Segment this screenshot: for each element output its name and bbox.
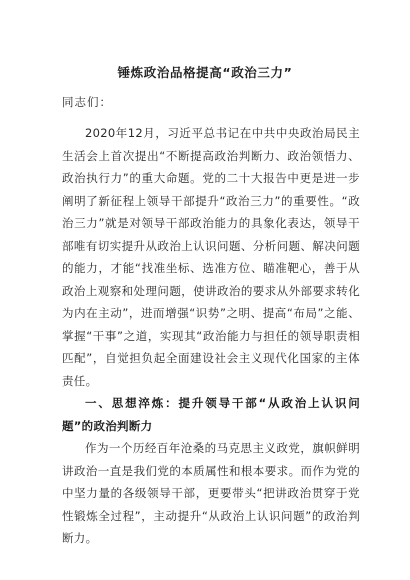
- paragraph-section-1: 作为一个历经百年沧桑的马克思主义政党，旗帜鲜明讲政治一直是我们党的本质属性和根本要求。而作为党的中坚力量的各级领导干部，更要带头“把讲政治贯穿于党性锻炼全过程”，主动提升“从政治上认识问题”的政治判断力。: [62, 441, 360, 545]
- document-body: [62, 122, 360, 550]
- section-heading-1: 一、思想淬炼：提升领导干部“从政治上认识问题”的政治判断力: [62, 396, 360, 433]
- salutation: 同志们：: [62, 95, 112, 109]
- paragraph-intro: 2020年12月，习近平总书记在中共中央政治局民主生活会上首次提出“不断提高政治判断力、政治领悟力、政治执行力”的重大命题。党的二十大报告中更是进一步阐明了新征程上领导干部提升“政治三力”的重要性。“政治三力”就是对领导干部政治能力的具象化表达，领导干部唯有切实提升从政治上认识问题、分析问题、解决问题的能力，才能“找准坐标、选准方位、瞄准靶心，善于从政治上观察和处理问题，使讲政治的要求从外部要求转化为内在主动”，进而增强“识势”之明、提高“布局”之能、掌握“干事”之道，实现其“政治能力与担任的领导职责相匹配”，自觉担负起全面建设社会主义现代化国家的主体责任。: [62, 126, 360, 388]
- document-title: 锤炼政治品格提高“政治三力”: [117, 65, 293, 80]
